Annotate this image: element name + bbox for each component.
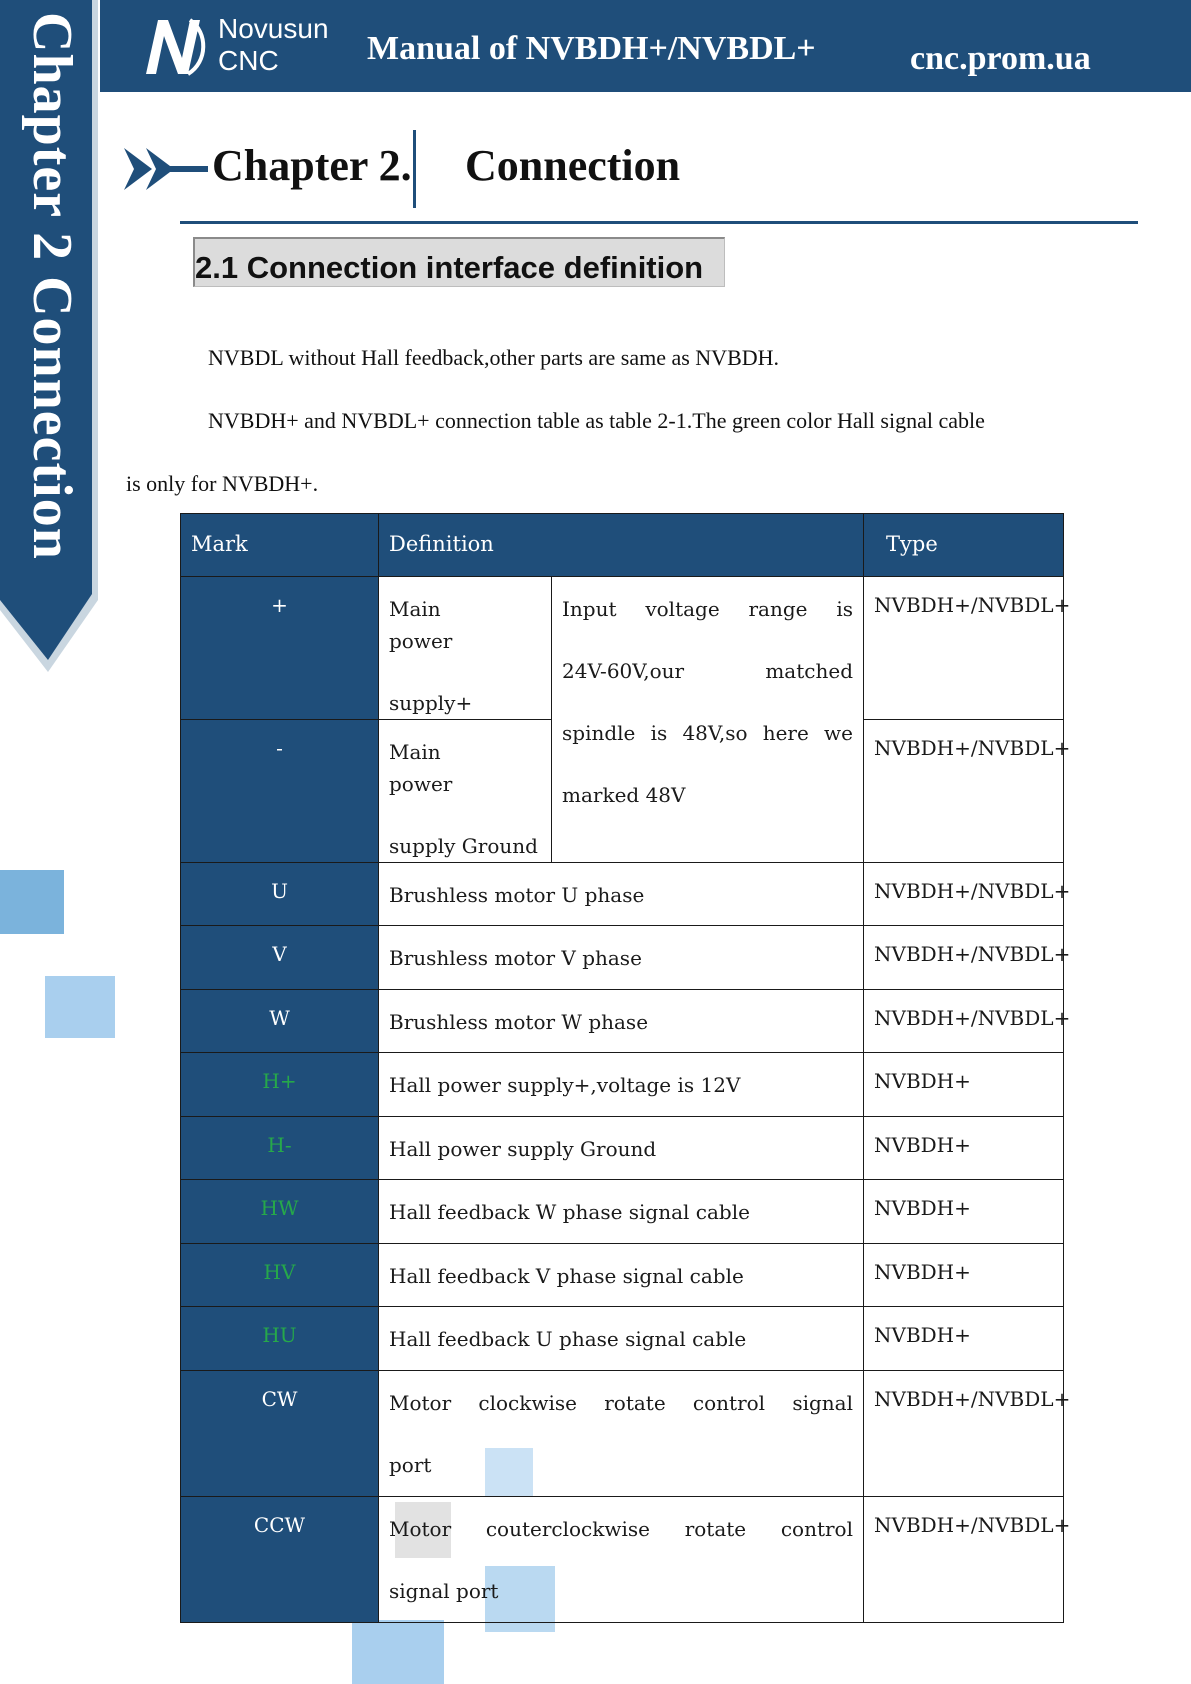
type-cell: NVBDH+/NVBDL+ (864, 863, 1064, 926)
mark-cell: V (181, 926, 379, 990)
type-cell: NVBDH+ (864, 1307, 1064, 1371)
definition-cell: Brushless motor V phase (379, 926, 864, 990)
type-cell: NVBDH+ (864, 1180, 1064, 1244)
table-row (181, 1497, 1064, 1623)
table-row (181, 1117, 1064, 1180)
definition-word: Main (389, 740, 441, 764)
header-mark: Mark (181, 514, 379, 577)
paragraph: is only for NVBDH+. (126, 471, 319, 496)
deco-square (0, 870, 64, 934)
type-cell: NVBDH+ (864, 1117, 1064, 1180)
note-line: Input voltage range is (562, 597, 853, 621)
mark-cell-hall: HW (181, 1180, 379, 1244)
logo-text-novusun: Novusun (218, 13, 329, 44)
header-definition: Definition (379, 514, 864, 577)
table-row (181, 577, 1064, 720)
type-cell: NVBDH+/NVBDL+ (864, 1371, 1064, 1497)
type-cell: NVBDH+ (864, 1053, 1064, 1117)
definition-line: Motor clockwise rotate control signal (389, 1391, 853, 1415)
table-row (181, 990, 1064, 1053)
paragraph: NVBDL without Hall feedback,other parts are same as NVBDH. (208, 345, 780, 370)
chapter-label: Chapter 2. (212, 141, 412, 190)
type-cell: NVBDH+ (864, 1244, 1064, 1307)
header-type: Type (864, 514, 1064, 577)
mark-cell: U (181, 863, 379, 926)
connection-table (180, 513, 1071, 1623)
table-row (181, 1307, 1064, 1371)
mark-cell-hall: H+ (181, 1053, 379, 1117)
definition-word: power (389, 629, 453, 653)
definition-line: Motor couterclockwise rotate control (389, 1517, 853, 1541)
definition-cell: Hall feedback W phase signal cable (379, 1180, 864, 1244)
table-row (181, 1053, 1064, 1117)
definition-cell: Brushless motor U phase (379, 863, 864, 926)
mark-cell: CCW (181, 1497, 379, 1623)
table-row (181, 1371, 1064, 1497)
side-chapter-label: Chapter 2 Connection (21, 12, 83, 560)
novusun-logo-icon (142, 14, 216, 78)
definition-line: supply+ (389, 691, 473, 715)
section-title: 2.1 Connection interface definition (195, 250, 704, 285)
table-header-row (181, 514, 1064, 577)
definition-line: signal port (389, 1579, 499, 1603)
definition-line: supply Ground (389, 834, 538, 858)
manual-title: Manual of NVBDH+/NVBDL+ (367, 30, 816, 67)
definition-cell: Hall feedback V phase signal cable (379, 1244, 864, 1307)
note-line: marked 48V (562, 783, 686, 807)
type-cell: NVBDH+/NVBDL+ (864, 577, 1064, 720)
mark-cell-hall: HU (181, 1307, 379, 1371)
logo-text-cnc: CNC (218, 45, 279, 76)
chevron-arrows-icon (124, 144, 210, 194)
chapter-divider (413, 130, 416, 208)
definition-word: power (389, 772, 453, 796)
definition-cell: Hall power supply Ground (379, 1117, 864, 1180)
type-cell: NVBDH+/NVBDL+ (864, 1497, 1064, 1623)
site-url: cnc.prom.ua (910, 40, 1091, 77)
mark-cell: - (181, 720, 379, 863)
type-cell: NVBDH+/NVBDL+ (864, 720, 1064, 863)
table-row (181, 1180, 1064, 1244)
definition-cell (379, 1371, 864, 1497)
type-cell: NVBDH+/NVBDL+ (864, 990, 1064, 1053)
definition-cell: Brushless motor W phase (379, 990, 864, 1053)
definition-cell (379, 1497, 864, 1623)
mark-cell-hall: HV (181, 1244, 379, 1307)
table-row (181, 863, 1064, 926)
mark-cell: + (181, 577, 379, 720)
chapter-rule (180, 221, 1138, 224)
definition-line: port (389, 1453, 432, 1477)
definition-cell (379, 577, 552, 720)
deco-square (352, 1620, 444, 1684)
type-cell: NVBDH+/NVBDL+ (864, 926, 1064, 990)
definition-word: Main (389, 597, 441, 621)
deco-square (45, 976, 115, 1038)
note-line: spindle is 48V,so here we (562, 721, 853, 745)
table-row (181, 926, 1064, 990)
note-line: 24V-60V,our matched (562, 659, 853, 683)
paragraph: NVBDH+ and NVBDL+ connection table as table 2-1.The green color Hall signal cable (208, 408, 985, 433)
definition-cell: Hall feedback U phase signal cable (379, 1307, 864, 1371)
mark-cell: W (181, 990, 379, 1053)
mark-cell: CW (181, 1371, 379, 1497)
chapter-name: Connection (465, 141, 681, 190)
mark-cell-hall: H- (181, 1117, 379, 1180)
definition-cell: Hall power supply+,voltage is 12V (379, 1053, 864, 1117)
voltage-note-cell (552, 577, 864, 863)
definition-cell (379, 720, 552, 863)
table-row (181, 1244, 1064, 1307)
